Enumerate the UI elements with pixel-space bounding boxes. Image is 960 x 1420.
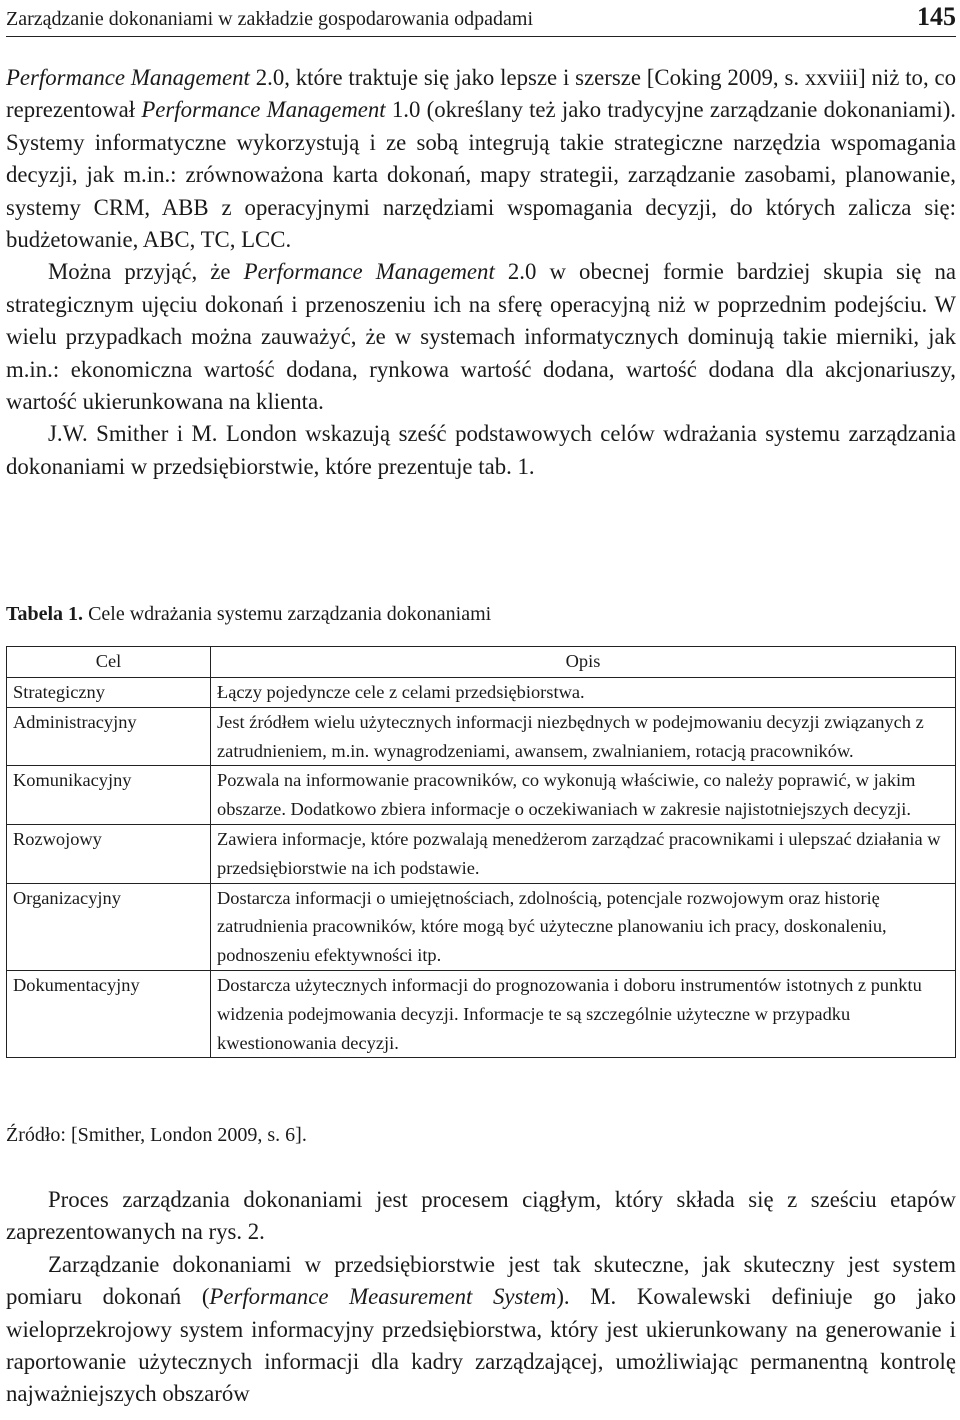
table-row <box>7 970 956 1057</box>
paragraph-4: Proces zarządzania dokonaniami jest procesem ciągłym, który składa się z sześciu etapów zaprezentowanych na rys. 2. <box>6 1187 956 1245</box>
table-row <box>7 883 956 970</box>
page-number: 145 <box>917 2 956 31</box>
goal-description: Pozwala na informowanie pracowników, co wykonują właściwie, co należy poprawić, w jakim obszarze. Dodatkowo zbiera informacje o oczekiwaniach w zakresie najistotniejszych decyzji. <box>211 766 956 825</box>
header-opis: Opis <box>211 647 956 678</box>
table-row <box>7 678 956 708</box>
goal-description: Dostarcza użytecznych informacji do prognozowania i doboru instrumentów istotnych z punktu widzenia podejmowania decyzji. Informacje te są szczególnie użyteczne w przypadku kwestionowania decyzji. <box>211 970 956 1057</box>
table-caption: Tabela 1. Cele wdrażania systemu zarządzania dokonaniami <box>6 603 492 625</box>
body-text-lower <box>6 1184 956 1411</box>
running-header <box>6 0 956 37</box>
header-title: Zarządzanie dokonaniami w zakładzie gospodarowania odpadami <box>6 8 534 30</box>
goal-name: Organizacyjny <box>7 883 211 970</box>
body-text-upper <box>6 62 956 483</box>
goal-description: Zawiera informacje, które pozwalają menedżerom zarządzać pracownikami i ulepszać działania w przedsiębiorstwie na ich podstawie. <box>211 824 956 883</box>
goal-name: Rozwojowy <box>7 824 211 883</box>
goal-description: Dostarcza informacji o umiejętnościach, zdolnością, potencjale rozwojowym oraz historię zatrudnienia pracowników, które mogą być użyteczne planowaniu ich pracy, doskonaleniu, podnoszeniu efektywności itp. <box>211 883 956 970</box>
paragraph-5: Zarządzanie dokonaniami w przedsiębiorstwie jest tak skuteczne, jak skuteczny jest system pomiaru dokonań (Performance Measurement System). M. Kowalewski definiuje go jako wieloprzekrojowy system informacyjny przedsiębiorstwa, który jest ukierunkowany na generowanie i raportowanie użytecznych informacji dla kadry zarządzającej, umożliwiając permanentną kontrolę najważniejszych obszarów <box>6 1251 956 1407</box>
paragraph-1: Performance Management 2.0, które traktuje się jako lepsze i szersze [Coking 2009, s. xxviii] niż to, co reprezentował Performance Management 1.0 (określany też jako tradycyjne zarządzanie dokonaniami). Systemy informatyczne wykorzystują i ze sobą integrują takie strategiczne narzędzia wspomagania decyzji, jak m.in.: zrównoważona karta dokonań, mapy strategii, zarządzanie zasobami, planowanie, systemy CRM, ABB z operacyjnymi narzędziami wspomagania decyzji, do których zalicza się: budżetowanie, ABC, TC, LCC. <box>6 65 956 253</box>
table-row <box>7 707 956 766</box>
paragraph-2: Można przyjąć, że Performance Management 2.0 w obecnej formie bardziej skupia się na strategicznym ujęciu dokonań i przenoszeniu ich na sferę operacyjną niż w poprzednim podejściu. W wielu przypadkach można zauważyć, że w systemach informatycznych dominują takie mierniki, jak m.in.: ekonomiczna wartość dodana, rynkowa wartość dodana, wartość dodana dla akcjonariuszy, wartość ukierunkowana na klienta. <box>6 259 956 415</box>
paragraph-3: J.W. Smither i M. London wskazują sześć podstawowych celów wdrażania systemu zarządzania dokonaniami w przedsiębiorstwie, które prezentuje tab. 1. <box>6 421 956 479</box>
table-source: Źródło: [Smither, London 2009, s. 6]. <box>6 1124 307 1146</box>
goals-table <box>6 646 956 1058</box>
goal-name: Strategiczny <box>7 678 211 708</box>
goal-name: Dokumentacyjny <box>7 970 211 1057</box>
table-row <box>7 824 956 883</box>
goal-name: Komunikacyjny <box>7 766 211 825</box>
header-cel: Cel <box>7 647 211 678</box>
table-header-row <box>7 647 956 678</box>
goal-description: Jest źródłem wielu użytecznych informacji niezbędnych w podejmowaniu decyzji związanych z zatrudnieniem, m.in. wynagrodzeniami, awansem, zwalnianiem, rotacją pracowników. <box>211 707 956 766</box>
table-row <box>7 766 956 825</box>
goal-description: Łączy pojedyncze cele z celami przedsiębiorstwa. <box>211 678 956 708</box>
goal-name: Administracyjny <box>7 707 211 766</box>
